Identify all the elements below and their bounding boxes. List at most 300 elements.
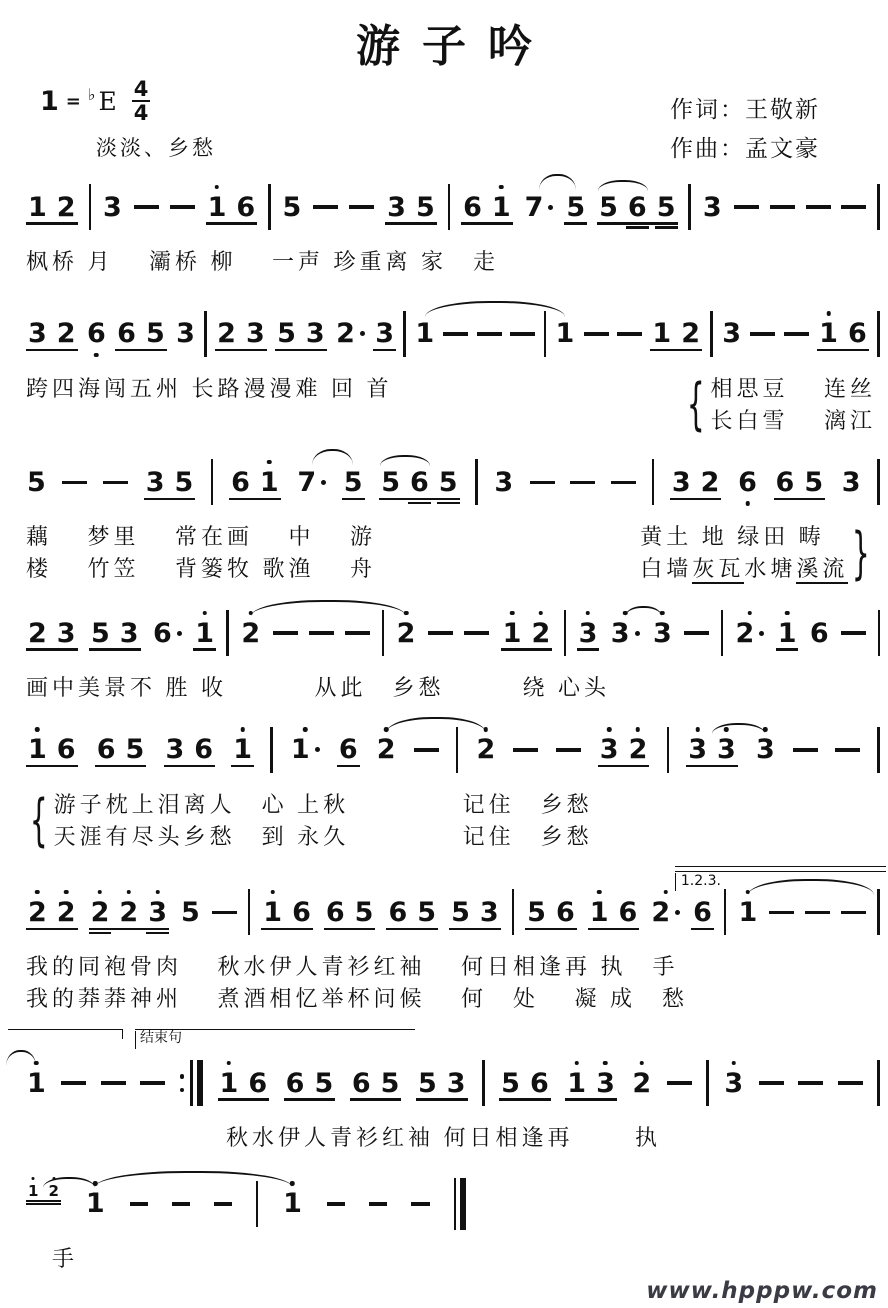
lyric-line-8: [52, 1244, 880, 1275]
notation-line-4: [26, 605, 880, 661]
note: 2: [56, 899, 77, 926]
octave-dot-below: [745, 501, 750, 506]
beamed-note-group: [206, 191, 258, 223]
flat-sign: ♭: [87, 84, 96, 104]
grace-note-group: [26, 1184, 61, 1199]
note: 2: [56, 318, 76, 350]
lyric-text: 枫桥 月 灞桥 柳 一声 珍重离 家 走: [26, 249, 500, 275]
note: 5: [804, 466, 824, 498]
note: 6: [56, 734, 76, 766]
duration-dash: [510, 332, 535, 336]
key-note: E: [98, 86, 117, 116]
note: 2: [56, 191, 76, 223]
octave-dot-above: [640, 1061, 645, 1066]
barline: [688, 184, 691, 230]
note: 1: [566, 1070, 587, 1097]
lyric-row: [640, 522, 848, 553]
note: 6: [627, 194, 648, 221]
beamed-note-group: [26, 896, 78, 928]
duration-dash: [414, 748, 439, 752]
note: 3: [578, 620, 599, 647]
note: 3: [494, 466, 514, 498]
duration-dash: [667, 1081, 692, 1085]
music-system-8: [0, 1176, 888, 1275]
octave-dot-above: [539, 611, 544, 616]
beamed-note-group: [774, 466, 826, 498]
octave-dot-above: [32, 1177, 35, 1180]
barline: [248, 889, 251, 935]
barline: [270, 727, 273, 773]
notation-line-3: [26, 454, 880, 510]
lyric-text: 水塘: [744, 556, 797, 582]
notation-line-7: [26, 1055, 880, 1111]
note: 1: [232, 736, 253, 763]
note: 1: [85, 1190, 106, 1217]
tie-slur-arc: [625, 606, 662, 617]
note: 2: [700, 466, 720, 498]
beamed-note-group: [461, 191, 513, 223]
meter-numerator: 4: [133, 77, 149, 101]
beamed-note-group: [449, 896, 501, 928]
octave-dot-above: [597, 890, 602, 895]
note: 3: [165, 734, 185, 766]
tie-slur-arc: [6, 1050, 36, 1066]
lyric-row: [26, 554, 376, 585]
barline: [877, 889, 880, 935]
barline: [482, 1060, 485, 1106]
octave-dot-above: [155, 890, 160, 895]
note: 5: [91, 617, 110, 649]
note: 6: [463, 191, 482, 223]
note: 6: [292, 896, 311, 928]
note: 3: [375, 318, 395, 350]
duration-dash: [611, 481, 636, 485]
note: 6: [117, 318, 136, 350]
octave-dot-above: [35, 727, 40, 732]
note: 1: [194, 620, 215, 647]
octave-dot-above: [248, 611, 253, 616]
beamed-note-group: [89, 617, 141, 649]
beamed-note-group: [499, 1067, 551, 1099]
duration-dash: [734, 205, 759, 209]
augmentation-dot: [759, 631, 764, 636]
note: 5: [417, 1067, 437, 1099]
barline: [475, 459, 478, 505]
tie-slur-arc: [95, 1171, 292, 1187]
octave-dot-above: [303, 727, 308, 732]
lyric-row: [26, 247, 499, 278]
octave-dot-above: [663, 890, 668, 895]
note: 3: [716, 736, 737, 763]
beamed-note-group: [686, 734, 738, 766]
octave-dot-above: [34, 1061, 39, 1066]
duration-dash: [443, 332, 468, 336]
lyric-block: [52, 1244, 78, 1275]
note: 6: [388, 896, 408, 928]
beamed-note-group: [229, 466, 281, 498]
note: 3: [28, 318, 47, 350]
note: 6: [409, 469, 430, 496]
note: 6: [618, 896, 638, 928]
duration-dash: [134, 205, 159, 209]
note: 5: [354, 896, 374, 928]
note: 2: [240, 620, 261, 647]
duration-dash: [684, 631, 709, 635]
duration-dash: [369, 1202, 387, 1206]
tie-slur-arc: [380, 455, 430, 466]
octave-dot-above: [52, 1177, 55, 1180]
note: 5: [380, 1067, 400, 1099]
note: 6: [236, 191, 256, 223]
note: 1: [27, 736, 48, 763]
note: 1: [555, 318, 575, 350]
note: 2: [734, 620, 765, 647]
beamed-note-group: [215, 318, 267, 350]
note: 5: [451, 896, 470, 928]
duration-dash: [584, 332, 609, 336]
note: 3: [841, 466, 861, 498]
octave-dot-above: [607, 727, 612, 732]
barline: [877, 727, 880, 773]
barline: [877, 311, 880, 357]
lyric-block: [226, 1123, 661, 1154]
duration-dash: [798, 1081, 823, 1085]
note: 5: [174, 466, 194, 498]
composer-credit: 作曲：孟文豪: [670, 136, 820, 162]
barline: [456, 727, 459, 773]
duration-dash: [841, 631, 866, 635]
duration-dash: [345, 631, 370, 635]
lyric-text: 游子枕上泪离人 心 上秋 记住 乡愁: [53, 791, 593, 817]
beamed-note-group: [26, 191, 78, 223]
note: 5: [566, 191, 586, 223]
note: 2: [27, 899, 48, 926]
beamed-note-group: [275, 318, 327, 350]
note: 5: [125, 734, 145, 766]
octave-dot-above: [35, 890, 40, 895]
duration-dash: [841, 911, 866, 915]
note: 5: [314, 1067, 334, 1099]
note: 6: [152, 620, 183, 647]
duration-dash: [750, 332, 775, 336]
octave-dot-above: [404, 611, 409, 616]
beamed-note-group: [501, 617, 553, 649]
tie-slur-arc: [539, 174, 576, 190]
octave-dot-above: [785, 611, 790, 616]
duration-dash: [170, 205, 195, 209]
note: 1: [28, 191, 47, 223]
left-brace: {: [29, 788, 50, 854]
octave-dot-above: [93, 1181, 98, 1186]
barline: [877, 459, 880, 505]
duration-dash: [172, 1202, 190, 1206]
lyric-text: 黄土 地 绿田 畴: [640, 524, 825, 550]
note: 5: [27, 466, 46, 498]
note: 1: [282, 1190, 303, 1217]
duration-dash: [140, 1081, 165, 1085]
octave-dot-above: [127, 890, 132, 895]
note: 3: [102, 191, 122, 223]
octave-dot-above: [240, 727, 245, 732]
watermark: www.hpppw.com: [646, 1278, 878, 1304]
note: 3: [610, 620, 641, 647]
note: 1: [737, 899, 758, 926]
tie-slur-arc: [312, 449, 353, 465]
lyric-row: [710, 406, 876, 437]
beamed-note-group: [817, 318, 869, 350]
duration-dash: [806, 205, 831, 209]
song-title: 游子吟: [356, 21, 554, 72]
lyric-line-3: [26, 522, 880, 585]
duration-dash: [313, 205, 338, 209]
barline: [204, 311, 207, 357]
notation-line-8: [26, 1176, 466, 1232]
note: 2: [396, 620, 417, 647]
note: 3: [305, 318, 325, 350]
note: 2: [681, 318, 700, 350]
note: 3: [145, 466, 165, 498]
octave-dot-above: [510, 611, 515, 616]
lyric-row: [54, 822, 593, 853]
notation-line-5: [26, 722, 880, 778]
barline: [721, 610, 724, 656]
lyric-text: 我的莽莽神州 煮酒相忆举杯问候 何 处 凝 成 愁: [26, 986, 689, 1012]
lyric-block: [26, 247, 499, 278]
duration-dash: [838, 1081, 863, 1085]
lyric-block: [683, 374, 876, 437]
note: 3: [446, 1067, 466, 1099]
duration-dash: [62, 481, 87, 485]
duration-dash: [769, 911, 794, 915]
duration-dash: [835, 748, 860, 752]
duration-dash: [556, 748, 581, 752]
lyric-block: [26, 952, 688, 1015]
right-brace: }: [852, 520, 873, 586]
note: 5: [282, 191, 302, 223]
note: 2: [28, 617, 47, 649]
beamed-note-group: [324, 896, 376, 928]
note: 1: [502, 620, 523, 647]
note: 6: [529, 1067, 549, 1099]
note: 2: [335, 320, 366, 347]
ending-label: 结束句: [135, 1031, 186, 1049]
final-barline: [454, 1178, 467, 1230]
octave-dot-above: [290, 1181, 295, 1186]
duration-dash: [570, 481, 595, 485]
octave-dot-above: [98, 890, 103, 895]
tie-slur-arc: [712, 723, 765, 734]
octave-dot-above: [202, 611, 207, 616]
note: 6: [338, 734, 358, 766]
note: 3: [599, 736, 620, 763]
beamed-note-group: [416, 1067, 468, 1099]
barline: [512, 889, 515, 935]
lyric-text: 手: [52, 1245, 79, 1271]
lyric-line-6: [26, 952, 880, 1015]
note: 6: [231, 466, 250, 498]
lyric-row: [26, 522, 376, 553]
lyric-row: [26, 984, 688, 1015]
octave-dot-above: [695, 727, 700, 732]
lyric-row: [640, 554, 848, 585]
octave-dot-above: [499, 185, 504, 190]
lyric-row: [54, 790, 593, 821]
lyric-text: 跨四海闯五州 长路漫漫难 回 首: [26, 375, 393, 401]
note: 2: [118, 899, 139, 926]
duration-dash: [327, 1202, 345, 1206]
duration-dash: [513, 748, 538, 752]
meter-denominator: 4: [133, 101, 149, 126]
duration-dash: [309, 631, 334, 635]
duration-dash: [841, 205, 866, 209]
key-tonic: 1: [40, 85, 59, 117]
duration-dash: [61, 1081, 86, 1085]
note: 2: [631, 1070, 652, 1097]
note: 6: [96, 734, 116, 766]
lyric-text: 楼 竹笠 背篓牧 歌渔 舟: [26, 556, 377, 582]
beamed-note-group: [525, 896, 577, 928]
note: 1: [219, 1070, 240, 1097]
note: 1: [777, 620, 798, 647]
barline: [877, 1060, 880, 1106]
music-system-1: [0, 179, 888, 278]
note: 1: [262, 899, 283, 926]
duration-dash: [101, 1081, 126, 1085]
note: 3: [387, 191, 406, 223]
note: 1: [27, 1184, 39, 1199]
octave-dot-above: [603, 1061, 608, 1066]
music-system-6: [0, 873, 888, 1015]
barline: [544, 311, 547, 357]
note: 6: [86, 320, 107, 347]
duration-dash: [411, 1202, 429, 1206]
note: 2: [476, 736, 497, 763]
note: 5: [599, 191, 618, 223]
tie-slur-arc: [748, 879, 874, 895]
music-system-5: [0, 722, 888, 853]
duration-dash: [214, 1202, 232, 1206]
barline: [710, 311, 713, 357]
octave-dot-above: [484, 727, 489, 732]
lyric-text: 灰瓦: [692, 556, 744, 584]
barline: [878, 610, 881, 656]
duration-dash: [793, 748, 818, 752]
duration-dash: [130, 1202, 148, 1206]
beamed-note-group: [144, 466, 196, 498]
note: 1: [652, 318, 672, 350]
beamed-note-group: [597, 191, 677, 223]
beamed-note-group: [385, 191, 437, 223]
octave-dot-above: [64, 890, 69, 895]
duration-dash: [212, 911, 237, 915]
note: 3: [245, 318, 265, 350]
note: 6: [737, 469, 758, 496]
barline: [877, 184, 880, 230]
beamed-note-group: [261, 896, 313, 928]
duration-dash: [805, 911, 830, 915]
lyric-row: [26, 673, 610, 704]
lyric-line-4: [26, 673, 880, 704]
lyric-text: 长白雪 漓江: [710, 407, 876, 433]
beamed-note-group: [115, 318, 167, 350]
note: 5: [145, 318, 165, 350]
duration-dash: [103, 481, 128, 485]
note: 1: [259, 469, 280, 496]
lyric-text: 天涯有尽头乡愁 到 永久 记住 乡愁: [53, 823, 593, 849]
octave-dot-above: [660, 611, 665, 616]
lyric-text: 相思豆 连丝: [710, 375, 876, 401]
lyric-block: [26, 522, 376, 585]
octave-dot-above: [574, 1061, 579, 1066]
duration-dash: [464, 631, 489, 635]
note: 5: [656, 194, 677, 221]
lyric-block: [26, 790, 593, 853]
beamed-note-group: [164, 734, 216, 766]
note: 3: [479, 896, 499, 928]
duration-dash: [477, 332, 502, 336]
note: 6: [351, 1067, 371, 1099]
music-system-4: [0, 605, 888, 704]
tie-slur-arc: [598, 180, 648, 191]
note: 6: [194, 734, 214, 766]
augmentation-dot: [635, 631, 640, 636]
lyricist-credit: 作词：王敬新: [670, 97, 820, 123]
header-row-1: [0, 76, 888, 124]
note: 2: [650, 899, 681, 926]
duration-dash: [759, 1081, 784, 1085]
lyric-row: [226, 1123, 661, 1154]
beamed-note-group: [350, 1067, 402, 1099]
lyric-line-1: [26, 247, 880, 278]
note: 5: [343, 466, 363, 498]
note: 6: [325, 896, 345, 928]
beamed-note-group: [89, 896, 169, 928]
duration-dash: [784, 332, 809, 336]
note: 2: [376, 736, 397, 763]
note: 5: [415, 191, 435, 223]
note: 6: [775, 466, 795, 498]
note: 6: [248, 1067, 268, 1099]
beamed-note-group: [598, 734, 650, 766]
duration-dash: [770, 205, 795, 209]
lyric-text: 秋水伊人青衫红袖 何日相逢再 执: [226, 1125, 662, 1151]
octave-dot-above: [724, 727, 729, 732]
music-system-7: [0, 1031, 888, 1154]
note: 1: [290, 736, 321, 763]
octave-dot-above: [270, 890, 275, 895]
barline: [652, 459, 655, 505]
note: 6: [555, 896, 575, 928]
note: 5: [277, 318, 296, 350]
note: 3: [722, 318, 742, 350]
augmentation-dot: [548, 205, 553, 210]
tempo-mood: 淡淡、乡愁: [96, 135, 216, 160]
note: 2: [47, 1184, 59, 1199]
beamed-note-group: [565, 1067, 617, 1099]
note: 3: [652, 620, 673, 647]
beamed-note-group: [379, 466, 459, 498]
lyric-text: 画中美景不 胜 收 从此 乡愁 绕 心头: [26, 675, 611, 701]
octave-dot-above: [826, 311, 831, 316]
beamed-note-group: [218, 1067, 270, 1099]
lyric-line-7: [226, 1123, 880, 1154]
duration-dash: [428, 631, 453, 635]
lyric-block: [640, 522, 876, 585]
lyric-text: 藕 梦里 常在画 中 游: [26, 524, 377, 550]
note: 3: [56, 617, 76, 649]
octave-dot-above: [384, 727, 389, 732]
lyric-text: 白墙: [640, 556, 693, 582]
